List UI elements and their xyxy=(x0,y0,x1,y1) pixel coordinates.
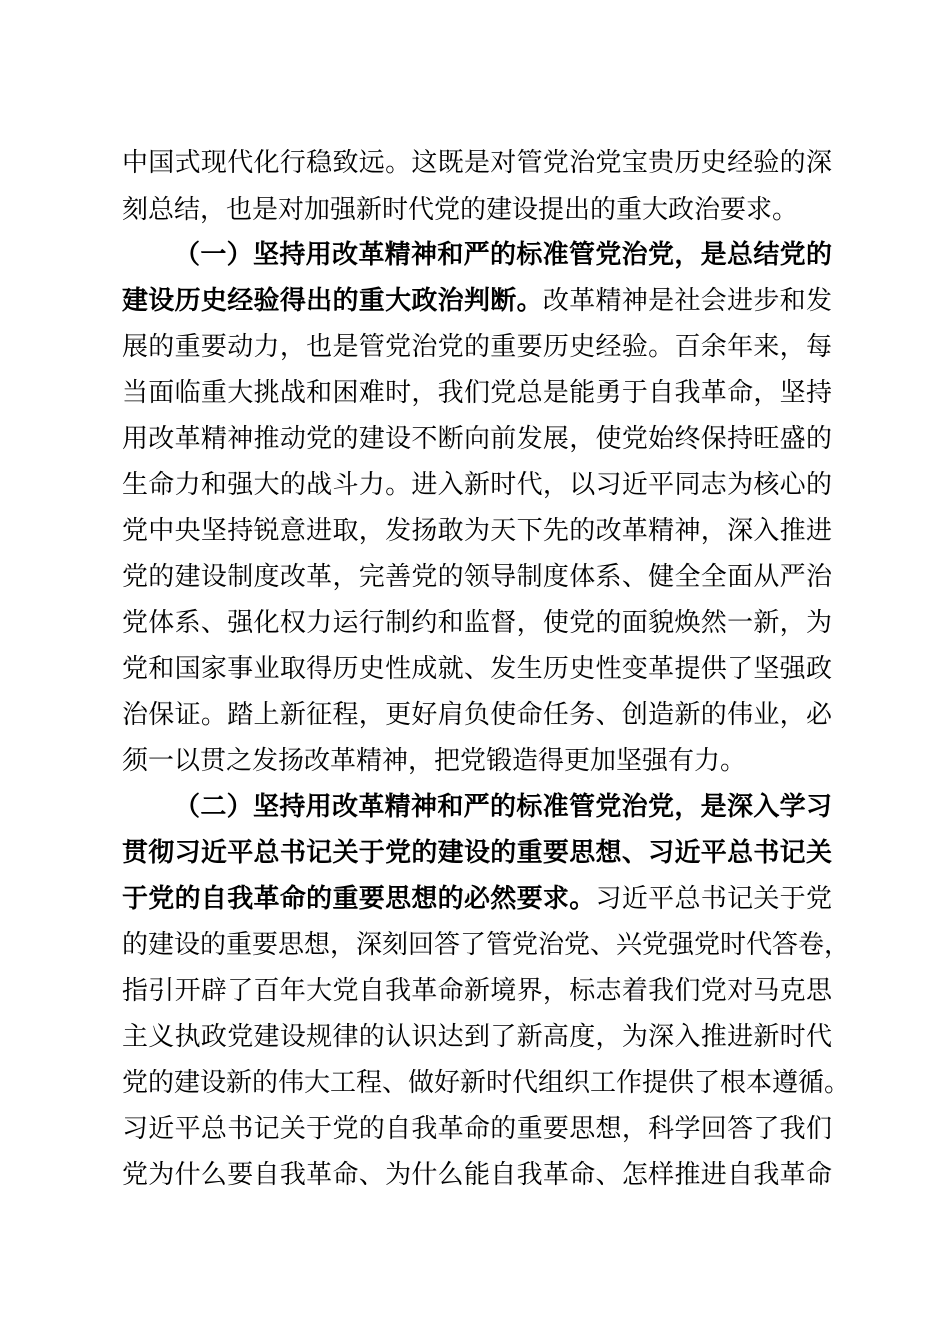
text-line: 治保证。踏上新征程，更好肩负使命任务、创造新的伟业，必 xyxy=(122,700,832,730)
text-line xyxy=(122,877,832,921)
text-line: 党的建设新的伟大工程、做好新时代组织工作提供了根本遵循。 xyxy=(122,1068,851,1098)
text-line: 指引开辟了百年大党自我革命新境界，标志着我们党对马克思 xyxy=(122,976,832,1006)
text-line: 生命力和强大的战斗力。进入新时代，以习近平同志为核心的 xyxy=(122,470,832,500)
text-line: 展的重要动力，也是管党治党的重要历史经验。百余年来，每 xyxy=(122,332,832,362)
heading-text: 建设历史经验得出的重大政治判断。 xyxy=(122,286,543,316)
text-line: 的建设的重要思想，深刻回答了管党治党、兴党强党时代答卷， xyxy=(122,930,851,960)
text-line: 须一以贯之发扬改革精神，把党锻造得更加坚强有力。 xyxy=(122,746,747,776)
heading-line: （一）坚持用改革精神和严的标准管党治党，是总结党的 xyxy=(174,240,832,270)
text-line: 党体系、强化权力运行制约和监督，使党的面貌焕然一新，为 xyxy=(122,608,832,638)
text-line xyxy=(122,279,832,323)
text-line: 党和国家事业取得历史性成就、发生历史性变革提供了坚强政 xyxy=(122,654,832,684)
text-line: 党中央坚持锐意进取，发扬敢为天下先的改革精神，深入推进 xyxy=(122,516,832,546)
text-line: 党的建设制度改革，完善党的领导制度体系、健全全面从严治 xyxy=(122,562,832,592)
body-text: 习近平总书记关于党 xyxy=(595,884,832,914)
text-line: 党为什么要自我革命、为什么能自我革命、怎样推进自我革命 xyxy=(122,1160,832,1190)
text-line: 刻总结，也是对加强新时代党的建设提出的重大政治要求。 xyxy=(122,195,799,225)
text-line: 主义执政党建设规律的认识达到了新高度，为深入推进新时代 xyxy=(122,1022,832,1052)
heading-line: （二）坚持用改革精神和严的标准管党治党，是深入学习 xyxy=(174,792,832,822)
body-text: 改革精神是社会进步和发 xyxy=(542,286,832,316)
heading-text: 于党的自我革命的重要思想的必然要求。 xyxy=(122,884,596,914)
text-line: 习近平总书记关于党的自我革命的重要思想，科学回答了我们 xyxy=(122,1114,832,1144)
text-line: 用改革精神推动党的建设不断向前发展，使党始终保持旺盛的 xyxy=(122,424,832,454)
heading-line: 贯彻习近平总书记关于党的建设的重要思想、习近平总书记关 xyxy=(122,838,832,868)
text-line: 当面临重大挑战和困难时，我们党总是能勇于自我革命，坚持 xyxy=(122,378,832,408)
text-line: 中国式现代化行稳致远。这既是对管党治党宝贵历史经验的深 xyxy=(122,148,832,178)
